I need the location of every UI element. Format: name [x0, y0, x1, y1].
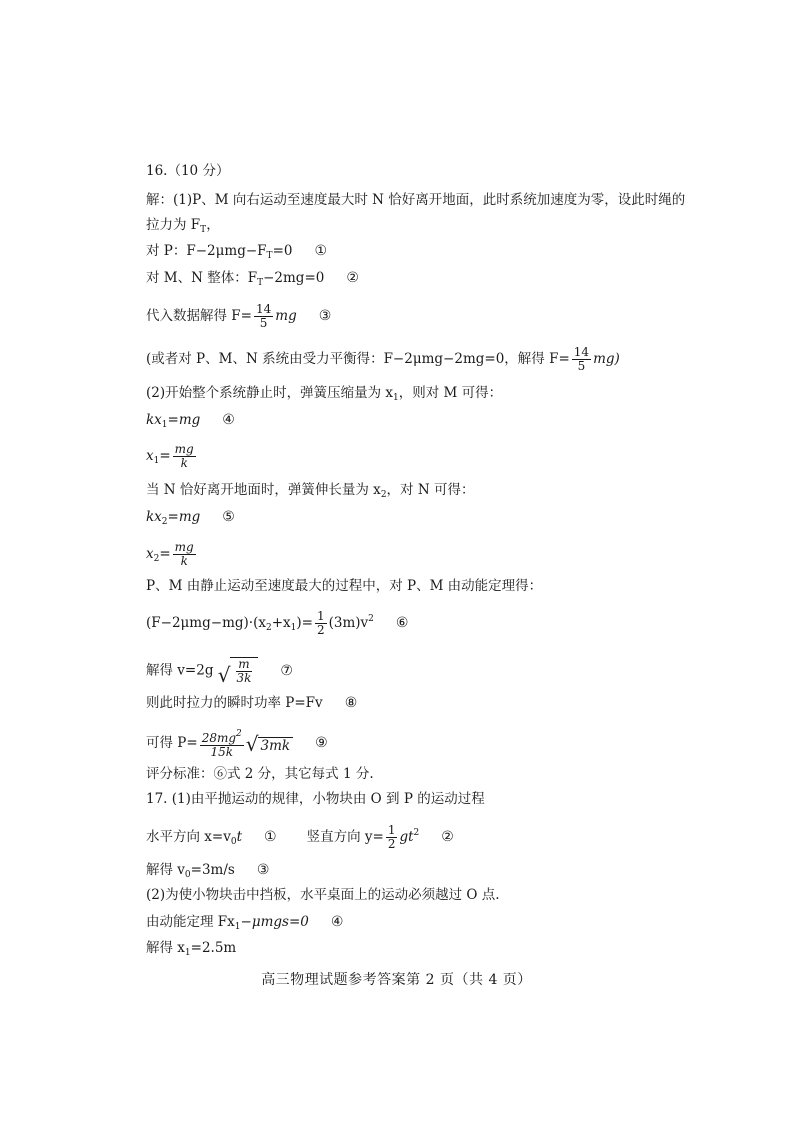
superscript: 2	[368, 614, 374, 624]
text: −μmgs=0	[240, 914, 309, 930]
text: 拉力为 F	[146, 217, 201, 233]
text: ，	[206, 217, 220, 233]
q16-equation-3	[146, 303, 331, 330]
square-root	[218, 657, 259, 685]
text: 对 P：F−2μmg−F	[146, 243, 267, 259]
numerator: mg	[174, 540, 194, 554]
text: gt	[399, 829, 414, 845]
subscript: T	[200, 225, 207, 235]
subscript: 1	[290, 623, 297, 633]
text: =	[159, 546, 171, 562]
q16-equation-8	[146, 694, 357, 712]
text: x	[146, 448, 154, 464]
subscript: 1	[184, 948, 191, 958]
subscript: 1	[153, 456, 160, 466]
text: =mg	[167, 509, 201, 525]
text: 解得 v	[146, 862, 185, 878]
text: ，则对 M 可得：	[398, 385, 503, 401]
text: 则此时拉力的瞬时功率 P=Fv	[146, 695, 323, 711]
numerator: 14	[573, 345, 590, 359]
numerator: 1	[316, 609, 325, 623]
denominator: 5	[259, 316, 268, 330]
subscript: 2	[380, 490, 387, 500]
subscript: 1	[161, 420, 168, 430]
text: 水平方向 x=v	[146, 829, 231, 845]
text: 竖直方向 y=	[306, 829, 384, 845]
q17-equations-1-2	[146, 824, 454, 851]
equation-number: ⑨	[315, 735, 328, 751]
subscript: 2	[153, 554, 160, 564]
subscript: 1	[393, 393, 399, 403]
denominator: 2	[316, 623, 325, 637]
denominator: 5	[577, 359, 586, 373]
denominator: 3k	[236, 671, 252, 685]
fraction	[254, 303, 273, 330]
subscript: T	[266, 251, 273, 261]
text: 当 N 恰好离开地面时，弹簧伸长量为 x	[146, 482, 381, 498]
equation-number: ⑧	[344, 695, 358, 711]
equation-number: ③	[318, 308, 332, 324]
text: mg	[275, 308, 297, 324]
subscript: 0	[230, 837, 237, 847]
text: kx	[146, 412, 162, 428]
q17-part-1-intro: 17. (1)由平抛运动的规律，小物块由 O 到 P 的运动过程	[146, 791, 485, 807]
q16-title: 16.（10 分）	[146, 163, 230, 179]
fraction	[386, 824, 398, 851]
subscript: T	[257, 278, 264, 288]
equation-number: ③	[256, 862, 270, 878]
fraction	[235, 658, 254, 685]
q17-result-x1	[146, 939, 236, 962]
text: 由动能定理 Fx	[146, 914, 235, 930]
radicand: 3mk	[258, 737, 294, 754]
q16-n-leaves-ground	[146, 481, 474, 504]
fraction	[200, 728, 244, 759]
denominator: 15k	[210, 745, 233, 759]
q16-equation-9	[146, 728, 328, 759]
square-root	[245, 731, 293, 756]
fraction	[173, 541, 196, 568]
subscript: 0	[184, 870, 191, 880]
numerator: m	[238, 657, 250, 671]
equation-number: ②	[441, 829, 454, 845]
fraction	[315, 610, 327, 637]
q16-equation-5	[146, 508, 235, 531]
superscript: 2	[413, 828, 420, 838]
text: )=	[296, 615, 313, 631]
text: 代入数据解得 F=	[146, 308, 252, 324]
q16-x1-expression	[146, 443, 198, 470]
equation-number: ⑦	[280, 662, 293, 679]
text: 解得 v=2g	[146, 662, 214, 679]
q16-equation-6	[146, 610, 408, 637]
radical-sign: √	[217, 663, 231, 687]
numerator: 1	[387, 823, 396, 837]
equation-number: ⑤	[222, 509, 235, 525]
numerator: 14	[255, 302, 272, 316]
text: 解得 x	[146, 940, 185, 956]
text: =2.5m	[190, 940, 237, 956]
q17-equation-3	[146, 861, 269, 884]
q16-alternative	[146, 346, 620, 373]
fraction	[572, 346, 591, 373]
text: −2mg=0	[263, 270, 325, 286]
superscript: 2	[236, 729, 242, 739]
subscript: 2	[265, 623, 272, 633]
q16-energy-intro: P、M 由静止运动至速度最大的过程中，对 P、M 由动能定理得：	[146, 578, 543, 594]
text: (3m)v	[328, 615, 369, 631]
equation-number: ①	[314, 243, 328, 259]
text: +x	[271, 615, 291, 631]
equation-number: ④	[330, 914, 344, 930]
numerator: mg	[174, 442, 194, 456]
fraction	[173, 443, 196, 470]
numerator	[200, 728, 244, 746]
q16-scoring-standard: 评分标准：⑥式 2 分，其它每式 1 分.	[146, 766, 374, 782]
equation-number: ⑥	[395, 615, 409, 631]
q17-part-2-intro: (2)为使小物块击中挡板，水平桌面上的运动必须越过 O 点.	[146, 887, 500, 903]
text: kx	[146, 509, 162, 525]
radical-sign: √	[245, 731, 259, 756]
equation-number: ①	[264, 829, 277, 845]
subscript: 1	[234, 922, 241, 932]
q16-equation-7	[146, 657, 293, 685]
text: x	[146, 546, 154, 562]
text: (或者对 P、M、N 系统由受力平衡得：F−2μmg−2mg=0，解得 F=	[146, 351, 570, 367]
q16-equation-4	[146, 411, 235, 434]
subscript: 2	[161, 517, 168, 527]
text: =0	[272, 243, 293, 259]
denominator: 2	[387, 837, 396, 851]
q17-equation-4	[146, 913, 343, 936]
text: (2)开始整个系统静止时，弹簧压缩量为 x	[146, 385, 394, 401]
text: (F−2μmg−mg)·(x	[146, 615, 266, 631]
text: =mg	[167, 412, 201, 428]
denominator: k	[180, 554, 188, 568]
equation-number: ②	[346, 270, 359, 286]
q16-line-2	[146, 216, 220, 239]
text: 可得 P=	[146, 735, 198, 751]
text: mg)	[593, 351, 620, 367]
text: =3m/s	[190, 862, 235, 878]
text: t	[236, 829, 243, 845]
text: 对 M、N 整体：F	[146, 270, 258, 286]
q16-equation-1	[146, 242, 327, 265]
equation-number: ④	[222, 412, 235, 428]
denominator: k	[180, 456, 188, 470]
numerator-text: 28mg	[201, 731, 237, 745]
text: ，对 N 可得：	[386, 482, 475, 498]
page-footer: 高三物理试题参考答案第 2 页（共 4 页）	[261, 972, 532, 988]
text: =	[159, 448, 171, 464]
q16-x2-expression	[146, 541, 198, 568]
q16-equation-2	[146, 269, 359, 292]
q16-part-2-intro	[146, 384, 502, 407]
q16-line-1: 解：(1)P、M 向右运动至速度最大时 N 恰好离开地面，此时系统加速度为零，设此时绳的	[146, 192, 686, 208]
radicand	[230, 657, 259, 685]
